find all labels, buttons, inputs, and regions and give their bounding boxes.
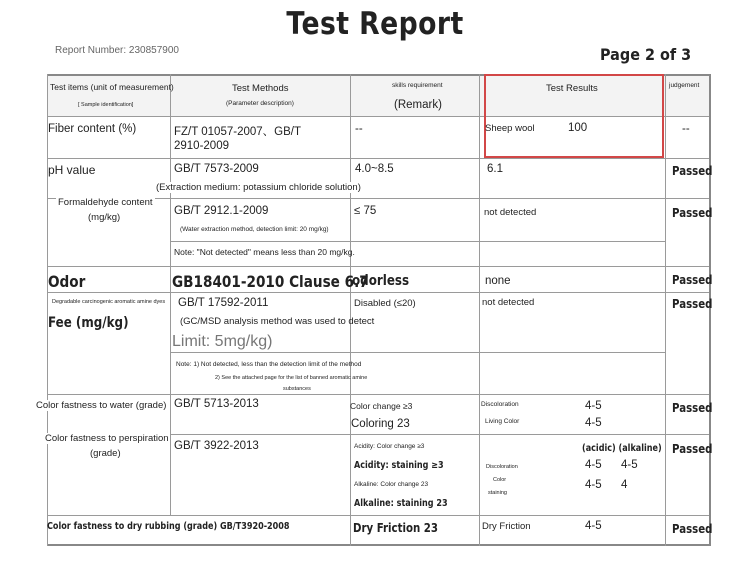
- v-line: [479, 74, 480, 546]
- water-result-label-1: Discoloration: [481, 401, 519, 408]
- perspiration-result-label-1: Discoloration: [486, 464, 518, 470]
- perspiration-req-1: Acidity: Color change ≥3: [354, 443, 425, 450]
- fiber-judgement: --: [682, 123, 690, 135]
- column-header-items: Test items (unit of measurement): [50, 82, 174, 92]
- perspiration-item-2: (grade): [90, 448, 121, 459]
- column-header-methods-sub: (Parameter description): [226, 100, 294, 107]
- ph-method-note: (Extraction medium: potassium chloride solution): [156, 182, 361, 193]
- column-header-judgement: judgement: [669, 82, 700, 89]
- perspiration-req-2: Acidity: staining ≥3: [354, 460, 444, 471]
- v-line: [170, 74, 171, 394]
- perspiration-judgement: Passed: [672, 442, 713, 456]
- perspiration-alkaline-discoloration: 4-5: [621, 459, 638, 471]
- odor-method: GB18401-2010 Clause 6.7: [172, 272, 369, 291]
- page-indicator: Page 2 of 3: [600, 45, 692, 64]
- odor-requirement: odorless: [352, 273, 410, 289]
- water-requirement-1: Color change ≥3: [350, 401, 413, 411]
- amine-limit: Limit: 5mg/kg): [172, 333, 273, 350]
- odor-result: none: [485, 275, 511, 287]
- fiber-method-1: FZ/T 01057-2007、GB/T: [174, 126, 301, 138]
- fiber-item: Fiber content (%): [48, 123, 137, 135]
- amine-item-small: Degradable carcinogenic aromatic amine dyes: [52, 299, 166, 305]
- fiber-method-2: 2910-2009: [174, 140, 229, 152]
- h-line: [47, 266, 710, 267]
- h-line: [47, 515, 710, 516]
- perspiration-acidic-discoloration: 4-5: [585, 459, 602, 471]
- perspiration-item-1: Color fastness to perspiration: [45, 433, 169, 444]
- h-line: [170, 352, 665, 353]
- formaldehyde-requirement: ≤ 75: [354, 205, 377, 217]
- ph-result: 6.1: [487, 163, 503, 175]
- water-requirement-2: Coloring 23: [351, 418, 410, 430]
- amine-note-3: substances: [283, 386, 311, 392]
- v-line: [665, 74, 666, 546]
- odor-judgement: Passed: [672, 273, 713, 287]
- water-result-label-2: Living Color: [485, 418, 520, 425]
- rubbing-judgement: Passed: [672, 522, 713, 536]
- v-line: [170, 394, 171, 515]
- amine-method: GB/T 17592-2011: [178, 297, 269, 309]
- column-header-requirement-sub: (Remark): [394, 99, 442, 111]
- column-header-results: Test Results: [546, 83, 598, 94]
- water-judgement: Passed: [672, 401, 713, 415]
- amine-note-2: 2) See the attached page for the list of banned aromatic amine: [215, 375, 368, 381]
- odor-item: Odor: [48, 272, 86, 291]
- formaldehyde-item-2: (mg/kg): [88, 212, 121, 223]
- rubbing-result-value: 4-5: [585, 520, 602, 532]
- amine-result: not detected: [482, 297, 535, 308]
- formaldehyde-result: not detected: [484, 207, 537, 218]
- report-title: Test Report: [286, 6, 464, 42]
- water-item: Color fastness to water (grade): [36, 400, 167, 411]
- perspiration-acidic-staining: 4-5: [585, 479, 602, 491]
- perspiration-result-header: (acidic) (alkaline): [582, 443, 662, 454]
- perspiration-method: GB/T 3922-2013: [174, 440, 259, 452]
- amine-note-1: Note: 1) Not detected, less than the detection limit of the method: [176, 361, 362, 368]
- ph-item: pH value: [48, 163, 96, 177]
- perspiration-result-label-2: Color: [493, 477, 507, 483]
- h-line: [47, 158, 710, 159]
- water-method: GB/T 5713-2013: [174, 398, 259, 410]
- h-line: [170, 241, 665, 242]
- ph-requirement: 4.0~8.5: [355, 163, 394, 175]
- v-line: [350, 74, 351, 546]
- perspiration-req-3: Alkaline: Color change 23: [354, 481, 429, 488]
- amine-method-note: (GC/MSD analysis method was used to detect: [180, 316, 375, 327]
- rubbing-requirement: Dry Friction 23: [353, 521, 438, 535]
- ph-method: GB/T 7573-2009: [174, 163, 259, 175]
- column-header-requirement: skills requirement: [392, 82, 443, 89]
- amine-requirement: Disabled (≤20): [354, 298, 416, 309]
- v-line: [47, 74, 48, 546]
- water-result-value-1: 4-5: [585, 400, 602, 412]
- rubbing-result-label: Dry Friction: [482, 521, 531, 532]
- amine-judgement: Passed: [672, 297, 713, 311]
- formaldehyde-judgement: Passed: [672, 206, 713, 220]
- column-header-items-sub: [ Sample identification]: [78, 102, 134, 108]
- formaldehyde-note: Note: "Not detected" means less than 20 mg/kg.: [174, 247, 355, 257]
- h-line: [47, 394, 710, 395]
- column-header-methods: Test Methods: [232, 83, 289, 94]
- fiber-requirement: --: [355, 123, 363, 135]
- formaldehyde-method-note: (Water extraction method, detection limit: 20 mg/kg): [180, 226, 329, 233]
- water-result-value-2: 4-5: [585, 417, 602, 429]
- h-line: [47, 544, 710, 546]
- fiber-result-value: 100: [568, 122, 588, 134]
- report-number: Report Number: 230857900: [55, 45, 179, 56]
- ph-judgement: Passed: [672, 164, 713, 178]
- formaldehyde-item-1: Formaldehyde content: [58, 197, 153, 208]
- fiber-result-label: Sheep wool: [485, 123, 535, 134]
- amine-item: Fee (mg/kg): [48, 315, 129, 331]
- h-line: [47, 292, 710, 293]
- perspiration-result-label-3: staining: [488, 490, 507, 496]
- formaldehyde-method: GB/T 2912.1-2009: [174, 205, 269, 217]
- perspiration-alkaline-staining: 4: [621, 479, 628, 491]
- perspiration-req-4: Alkaline: staining 23: [354, 498, 448, 509]
- rubbing-item: Color fastness to dry rubbing (grade) GB/T3920-2008: [47, 521, 290, 532]
